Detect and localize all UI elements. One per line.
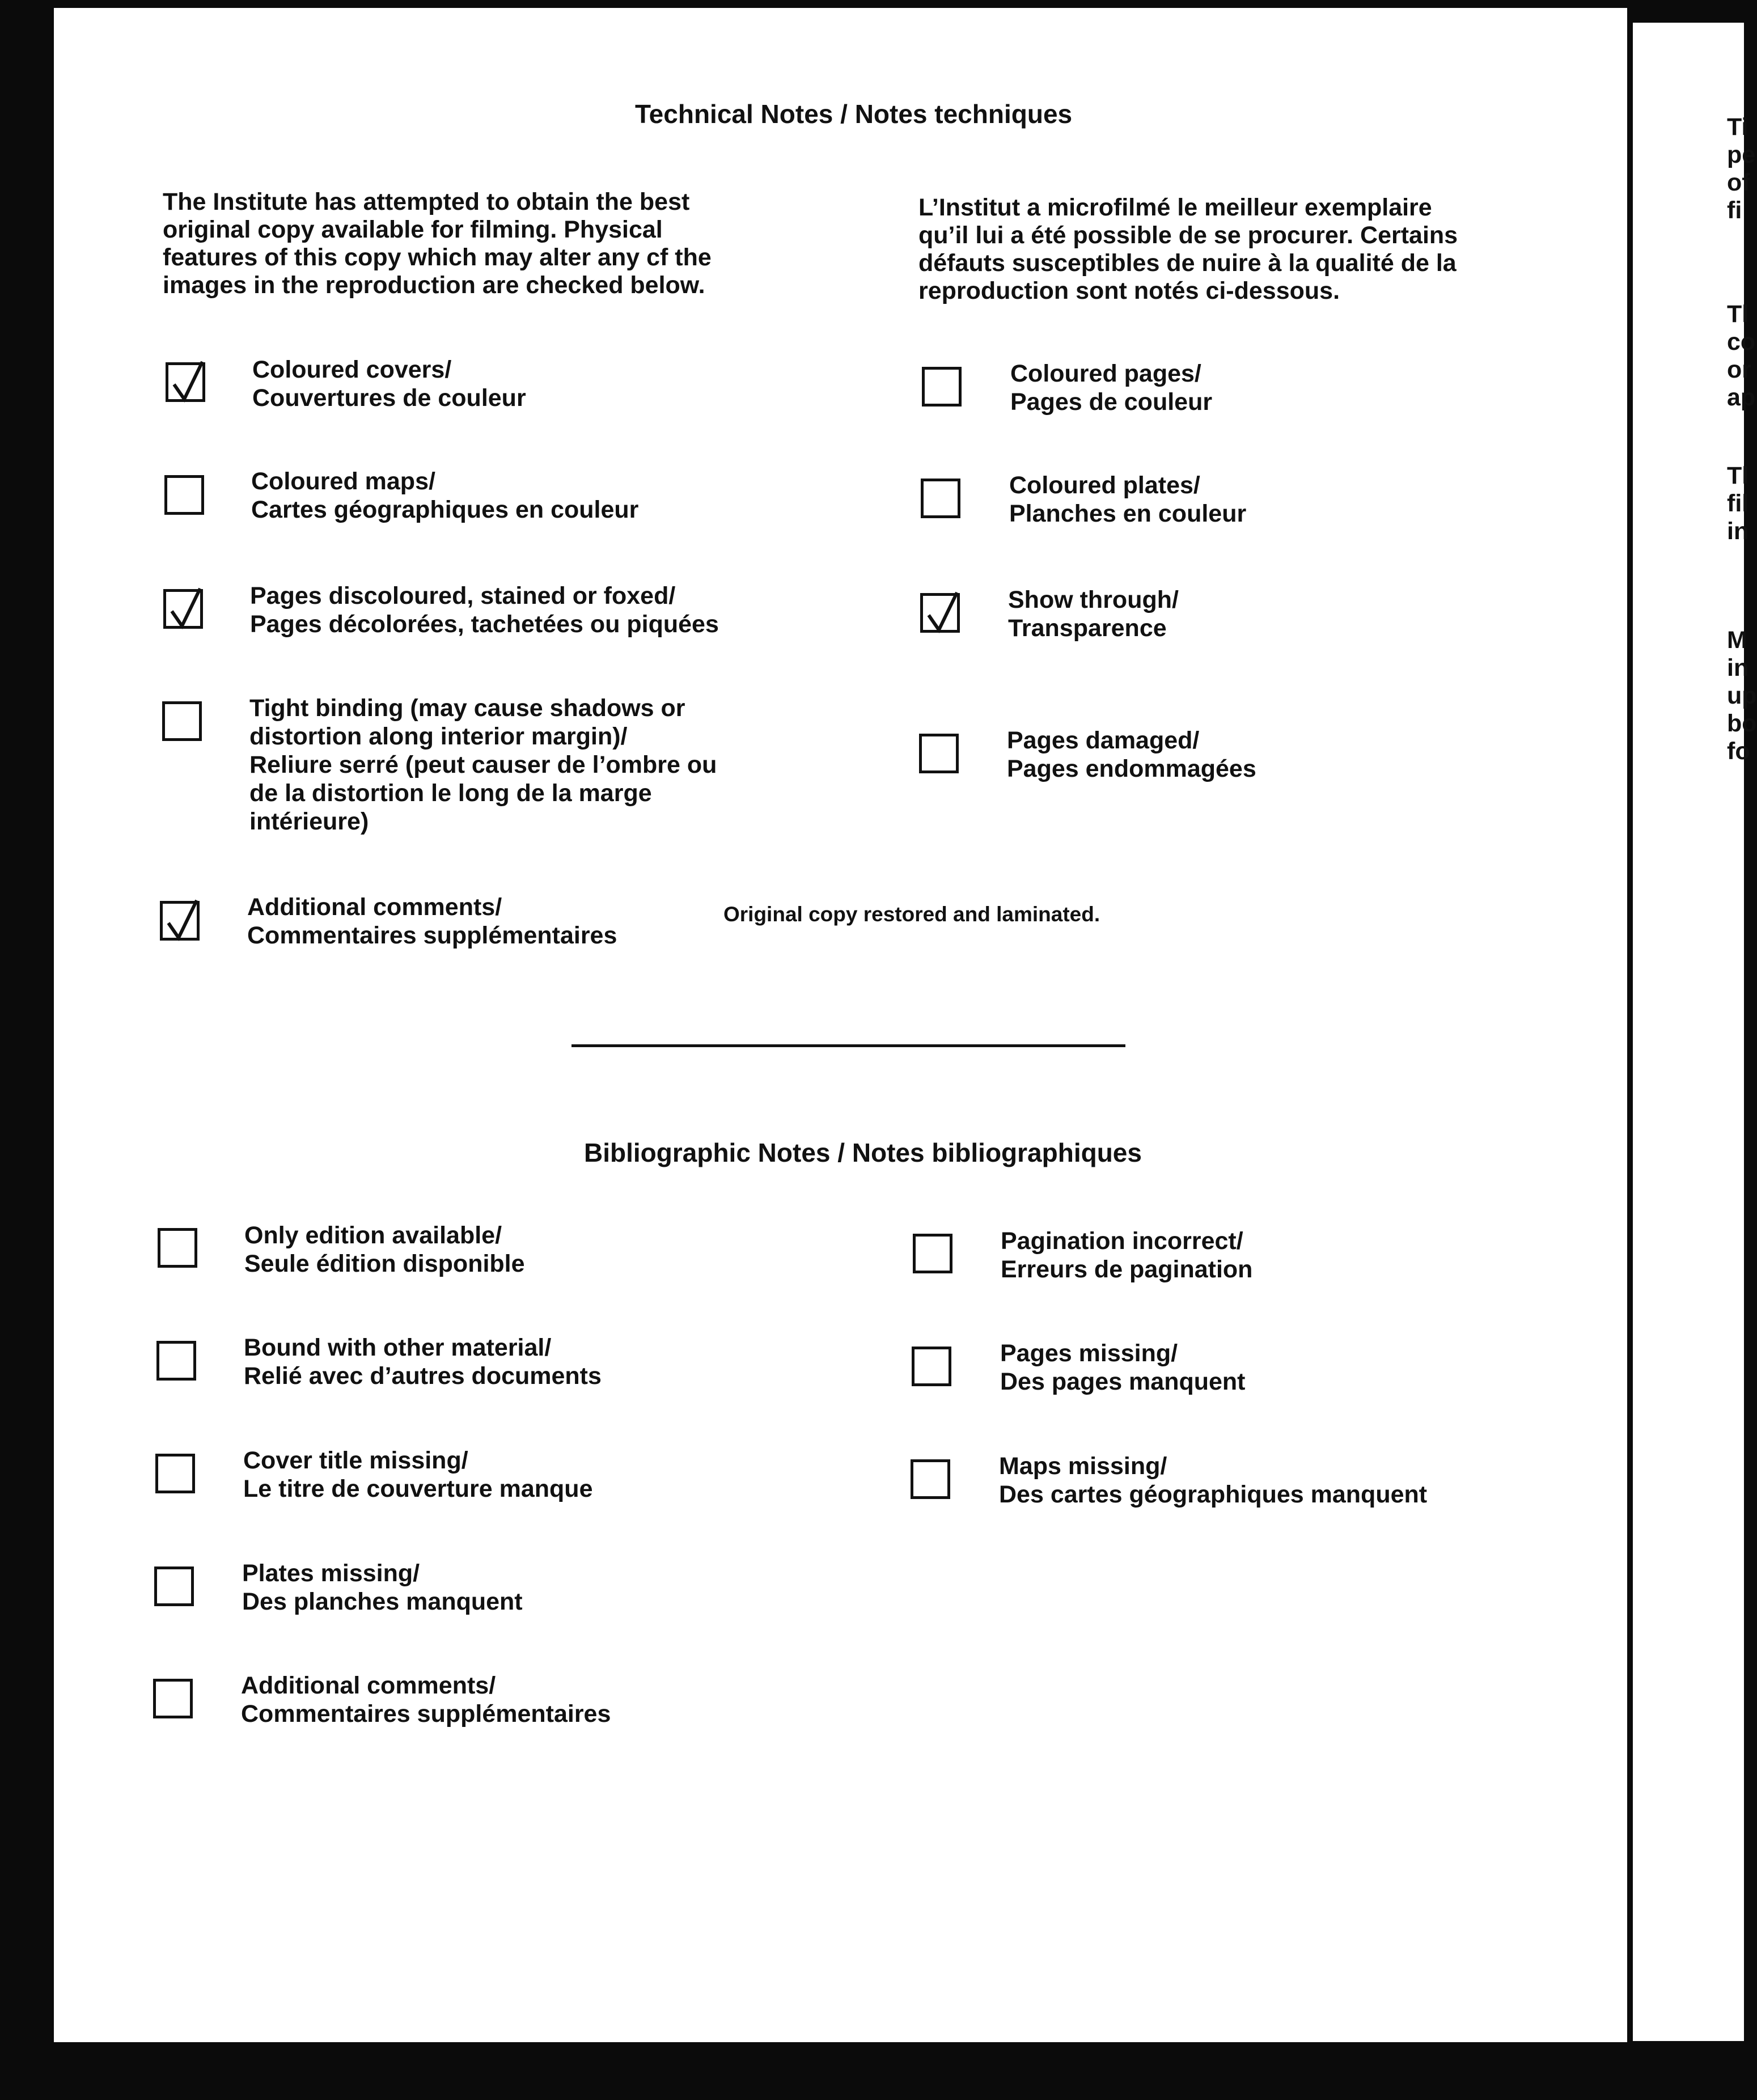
- label-line: Show through/: [1008, 586, 1179, 613]
- label-line: Pages de couleur: [1010, 388, 1213, 416]
- label-line: Only edition available/: [244, 1222, 502, 1249]
- label-line: Cover title missing/: [243, 1447, 468, 1474]
- label-line: Pagination incorrect/: [1001, 1227, 1243, 1255]
- label-line: Erreurs de pagination: [1001, 1256, 1253, 1283]
- fragment-text: Tl: [1727, 462, 1749, 489]
- label-line: intérieure): [249, 808, 369, 835]
- intro-en-line: features of this copy which may alter any cf the: [163, 244, 712, 271]
- label-line: Plates missing/: [242, 1560, 420, 1587]
- checkbox-only-edition[interactable]: [158, 1228, 197, 1268]
- fragment-text: or: [1727, 356, 1751, 383]
- label-line: Pages discoloured, stained or foxed/: [250, 582, 676, 609]
- label-coloured-plates: [1009, 471, 1246, 528]
- label-pages-discoloured: [250, 582, 719, 638]
- label-additional-comments-bibliographic: [241, 1671, 611, 1728]
- additional-comment-text: Original copy restored and laminated.: [723, 903, 1100, 926]
- label-line: Pages décolorées, tachetées ou piquées: [250, 611, 719, 638]
- label-line: Des pages manquent: [1000, 1368, 1246, 1395]
- label-show-through: [1008, 586, 1179, 642]
- intro-english: [163, 188, 712, 299]
- label-line: Relié avec d’autres documents: [244, 1362, 602, 1390]
- intro-fr-line: qu’il lui a été possible de se procurer. Certains: [918, 222, 1458, 249]
- technical-notes-title: Technical Notes / Notes techniques: [635, 99, 1073, 129]
- fragment-text: pe: [1727, 141, 1756, 168]
- label-only-edition: [244, 1221, 525, 1278]
- label-line: Additional comments/: [241, 1672, 496, 1699]
- fragment-text: co: [1727, 328, 1756, 355]
- fragment-text: Tl: [1727, 300, 1749, 328]
- intro-en-line: The Institute has attempted to obtain the best: [163, 188, 690, 215]
- label-line: Pages missing/: [1000, 1340, 1178, 1367]
- label-line: Commentaires supplémentaires: [247, 922, 617, 949]
- checkbox-pagination-incorrect[interactable]: [913, 1234, 952, 1273]
- label-pages-missing: [1000, 1339, 1246, 1396]
- label-line: Coloured maps/: [251, 468, 435, 495]
- label-line: Cartes géographiques en couleur: [251, 496, 639, 523]
- checkbox-show-through[interactable]: [920, 593, 960, 633]
- checkbox-coloured-plates[interactable]: [921, 479, 960, 518]
- checkbox-pages-missing[interactable]: [912, 1347, 951, 1386]
- label-plates-missing: [242, 1559, 523, 1616]
- technical-notes-page: [54, 8, 1627, 2042]
- checkmark-icon: [168, 586, 204, 629]
- label-tight-binding: [249, 694, 717, 836]
- fragment-text: fo: [1727, 738, 1750, 765]
- checkmark-icon: [171, 359, 206, 403]
- fragment-text: fi: [1727, 197, 1742, 224]
- label-coloured-covers: [252, 355, 526, 412]
- fragment-text: ap: [1727, 384, 1756, 411]
- label-line: distortion along interior margin)/: [249, 723, 628, 750]
- checkbox-pages-discoloured[interactable]: [163, 589, 203, 629]
- fragment-text: bo: [1727, 710, 1757, 737]
- label-line: Des planches manquent: [242, 1588, 523, 1615]
- intro-en-line: images in the reproduction are checked below.: [163, 272, 705, 299]
- checkbox-coloured-maps[interactable]: [164, 475, 204, 515]
- intro-french: [918, 194, 1458, 305]
- label-line: de la distortion le long de la marge: [249, 780, 652, 807]
- fragment-text: M: [1727, 626, 1747, 654]
- checkbox-tight-binding[interactable]: [162, 701, 202, 741]
- label-pagination-incorrect: [1001, 1227, 1252, 1284]
- adjacent-page-fragment: [1633, 23, 1757, 2041]
- checkbox-coloured-covers[interactable]: [166, 362, 205, 402]
- fragment-text: in: [1727, 654, 1749, 681]
- label-pages-damaged: [1007, 726, 1256, 783]
- section-divider: [571, 1044, 1125, 1047]
- checkmark-icon: [925, 590, 960, 633]
- label-line: Couvertures de couleur: [252, 384, 526, 412]
- checkbox-maps-missing[interactable]: [911, 1459, 950, 1499]
- label-additional-comments-technical: [247, 893, 617, 950]
- intro-fr-line: L’Institut a microfilmé le meilleur exemplaire: [918, 194, 1432, 221]
- label-line: Coloured plates/: [1009, 472, 1200, 499]
- label-cover-title-missing: [243, 1446, 593, 1503]
- checkbox-additional-comments-bibliographic[interactable]: [153, 1679, 193, 1718]
- label-line: Bound with other material/: [244, 1334, 552, 1361]
- label-line: Maps missing/: [999, 1453, 1167, 1480]
- fragment-text: in: [1727, 518, 1749, 545]
- label-coloured-maps: [251, 467, 638, 524]
- checkbox-bound-with[interactable]: [156, 1341, 196, 1381]
- fragment-text: fil: [1727, 490, 1749, 517]
- checkbox-coloured-pages[interactable]: [922, 367, 962, 407]
- label-line: Transparence: [1008, 615, 1167, 642]
- label-line: Tight binding (may cause shadows or: [249, 695, 685, 722]
- checkmark-icon: [165, 898, 200, 941]
- label-line: Coloured pages/: [1010, 360, 1201, 387]
- label-line: Des cartes géographiques manquent: [999, 1481, 1428, 1508]
- label-line: Le titre de couverture manque: [243, 1475, 593, 1502]
- label-line: Commentaires supplémentaires: [241, 1700, 611, 1728]
- label-line: Seule édition disponible: [244, 1250, 525, 1277]
- label-line: Reliure serré (peut causer de l’ombre ou: [249, 751, 717, 778]
- label-bound-with: [244, 1333, 602, 1390]
- label-coloured-pages: [1010, 359, 1212, 416]
- checkbox-cover-title-missing[interactable]: [155, 1454, 195, 1493]
- bibliographic-notes-title: Bibliographic Notes / Notes bibliographiques: [584, 1138, 1142, 1167]
- checkbox-plates-missing[interactable]: [154, 1566, 194, 1606]
- checkbox-pages-damaged[interactable]: [919, 734, 959, 773]
- intro-fr-line: reproduction sont notés ci-dessous.: [918, 277, 1340, 304]
- fragment-text: up: [1727, 682, 1757, 709]
- label-line: Planches en couleur: [1009, 500, 1247, 527]
- intro-en-line: original copy available for filming. Physical: [163, 216, 663, 243]
- label-line: Pages endommagées: [1007, 755, 1256, 782]
- label-maps-missing: [999, 1452, 1427, 1509]
- fragment-text: Ti: [1727, 113, 1748, 141]
- fragment-text: of: [1727, 169, 1750, 196]
- checkbox-additional-comments-technical[interactable]: [160, 901, 200, 941]
- intro-fr-line: défauts susceptibles de nuire à la qualité de la: [918, 249, 1457, 277]
- label-line: Pages damaged/: [1007, 727, 1200, 754]
- label-line: Coloured covers/: [252, 356, 452, 383]
- label-line: Additional comments/: [247, 894, 502, 921]
